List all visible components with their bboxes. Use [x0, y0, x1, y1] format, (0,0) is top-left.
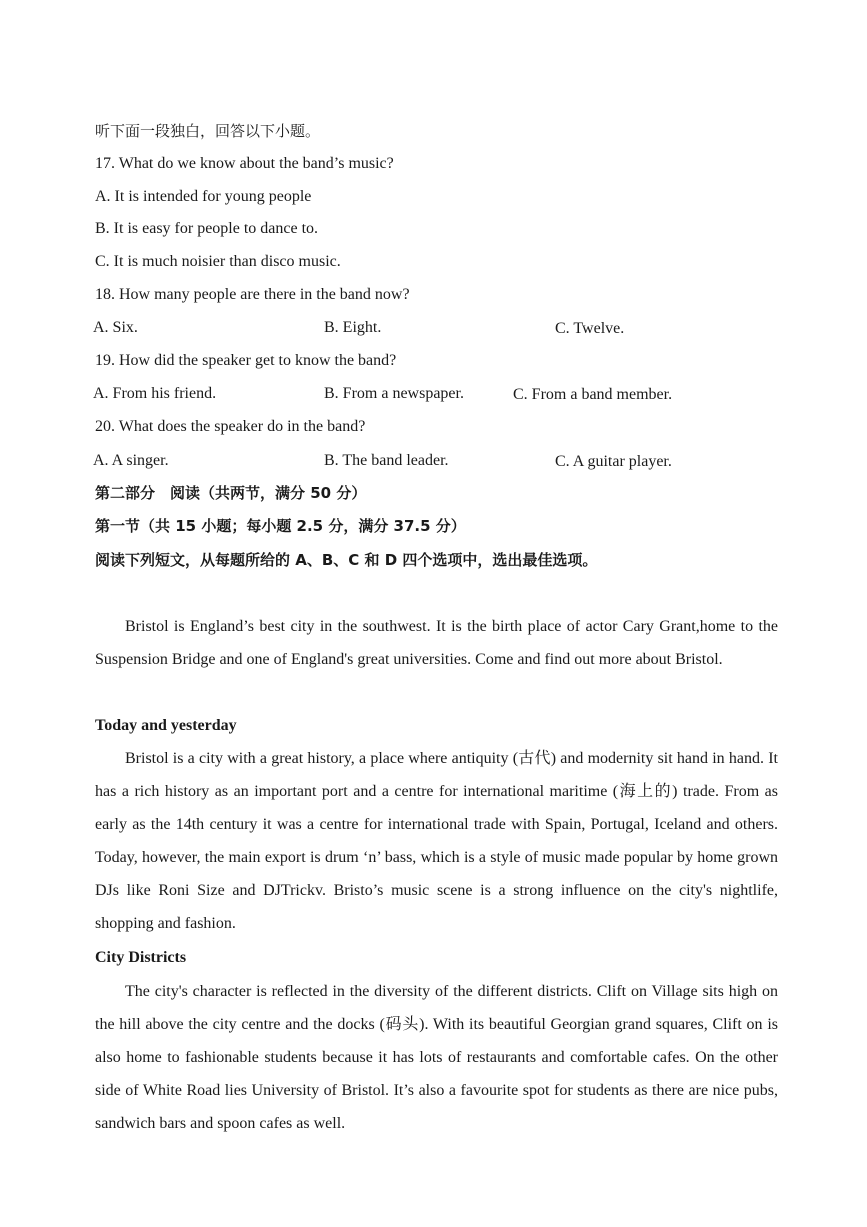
- question-19-option-c: C. From a band member.: [513, 386, 673, 403]
- question-18-option-a: A. Six.: [93, 319, 138, 336]
- reading-instruction: 阅读下列短文，从每题所给的 A、B、C 和 D 四个选项中，选出最佳选项。: [95, 551, 598, 569]
- question-19-option-a: A. From his friend.: [93, 385, 217, 402]
- question-18-option-c: C. Twelve.: [555, 320, 625, 337]
- question-17-option-a: A. It is intended for young people: [95, 188, 312, 205]
- passage-history-paragraph: Bristol is a city with a great history, a place where antiquity (古代) and modernity sit hand in hand. It has a rich history as an important port and a centre for international maritime (海上的) trade. From as early as the 14th century it was a centre for international trade with Spain, Portugal, Iceland and others. Today, however, the main export is drum ‘n’ bass, which is a style of music made popular by home grown DJs like Roni Size and DJTrickv. Bristo’s music scene is a strong influence on the city's nightlife, shopping and fashion.: [95, 750, 778, 932]
- passage-districts-paragraph: The city's character is reflected in the diversity of the different districts. Clift on Village sits high on the hill above the city centre and the docks (码头). With its beautiful Georgian grand squares, Clift on is also home to fashionable students because it has lots of restaurants and comfortable cafes. On the other side of White Road lies University of Bristol. It’s also a favourite spot for students as there are nice pubs, sandwich bars and spoon cafes as well.: [95, 983, 778, 1132]
- question-17-option-c: C. It is much noisier than disco music.: [95, 253, 341, 270]
- question-20-option-c: C. A guitar player.: [555, 453, 672, 470]
- listening-intro: 听下面一段独白，回答以下小题。: [95, 122, 321, 140]
- question-20-stem: 20. What does the speaker do in the band?: [95, 418, 366, 435]
- question-18-option-b: B. Eight.: [324, 319, 382, 336]
- passage-intro-paragraph: Bristol is England’s best city in the southwest. It is the birth place of actor Cary Grant,home to the Suspension Bridge and one of England's great universities. Come and find out more about Bristol.: [95, 618, 778, 668]
- question-17-stem: 17. What do we know about the band’s music?: [95, 155, 394, 172]
- section-one-title: 第一节（共 15 小题；每小题 2.5 分，满分 37.5 分）: [95, 517, 466, 535]
- part-two-title: 第二部分 阅读（共两节，满分 50 分）: [95, 484, 367, 502]
- heading-today-and-yesterday: Today and yesterday: [95, 717, 237, 734]
- question-19-stem: 19. How did the speaker get to know the band?: [95, 352, 397, 369]
- question-18-stem: 18. How many people are there in the band now?: [95, 286, 410, 303]
- question-19-option-b: B. From a newspaper.: [324, 385, 464, 402]
- question-20-option-b: B. The band leader.: [324, 452, 449, 469]
- heading-city-districts: City Districts: [95, 949, 187, 966]
- question-20-option-a: A. A singer.: [93, 452, 169, 469]
- question-17-option-b: B. It is easy for people to dance to.: [95, 220, 319, 237]
